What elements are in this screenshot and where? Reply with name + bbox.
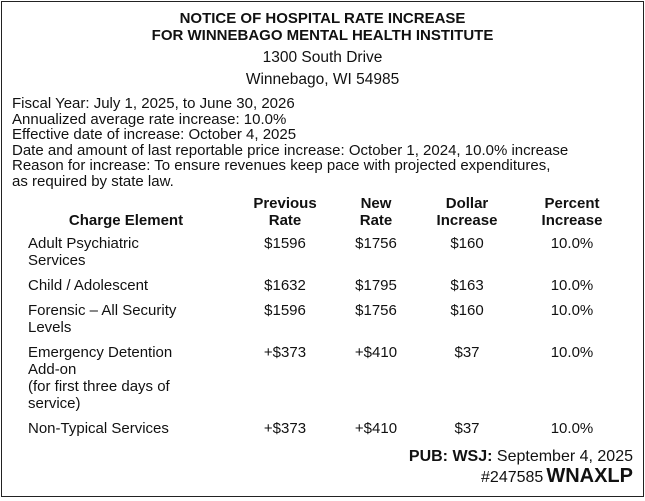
table-row xyxy=(12,344,632,420)
legal-notice xyxy=(1,1,644,497)
ad-code: WNAXLP xyxy=(546,465,633,487)
fiscal-year: Fiscal Year: July 1, 2025, to June 30, 2026 xyxy=(12,95,295,112)
annualized-rate: Annualized average rate increase: 10.0% xyxy=(12,110,287,128)
table-row xyxy=(12,420,632,445)
charge-element-line: Non-Typical Services xyxy=(28,420,169,437)
new-rate-cell: +$410 xyxy=(354,420,398,437)
previous-rate-cell: +$373 xyxy=(263,420,307,437)
reason-line-1: Reason for increase: To ensure revenues keep pace with projected expenditures, xyxy=(12,157,551,174)
header-dollar-increase: Dollar Increase xyxy=(436,195,498,229)
previous-rate-cell: $1596 xyxy=(264,302,306,319)
previous-rate-cell: $1596 xyxy=(264,235,306,252)
rate-table xyxy=(12,195,632,445)
notice-title-line-2: FOR WINNEBAGO MENTAL HEALTH INSTITUTE xyxy=(151,27,494,44)
table-row xyxy=(12,302,632,344)
header-charge-element: Charge Element xyxy=(68,212,184,229)
ad-number: #247585 xyxy=(481,469,544,486)
header-previous-rate: Previous Rate xyxy=(253,195,317,229)
charge-element-line: Adult Psychiatric xyxy=(28,235,139,252)
header-new-rate: New Rate xyxy=(359,195,393,229)
pub-label: PUB: WSJ: xyxy=(408,448,493,465)
new-rate-cell: +$410 xyxy=(354,344,398,361)
dollar-increase-cell: $160 xyxy=(450,235,484,252)
percent-increase-cell: 10.0% xyxy=(550,235,594,252)
pub-date: September 4, 2025 xyxy=(496,448,633,465)
dollar-increase-cell: $163 xyxy=(450,277,484,294)
charge-element-line: Add-on xyxy=(28,361,77,378)
percent-increase-cell: 10.0% xyxy=(550,277,594,294)
charge-element-line: (for first three days of xyxy=(28,378,170,395)
last-increase: Date and amount of last reportable price increase: October 1, 2024, 10.0% increase xyxy=(12,141,569,159)
new-rate-cell: $1795 xyxy=(355,277,397,294)
address-city: Winnebago, WI 54985 xyxy=(245,71,400,88)
effective-date: Effective date of increase: October 4, 2025 xyxy=(12,126,297,143)
header-percent-increase: Percent Increase xyxy=(541,195,603,229)
charge-element-line: service) xyxy=(28,395,81,412)
charge-element-cell xyxy=(12,344,240,420)
charge-element-line: Services xyxy=(28,252,86,269)
table-row xyxy=(12,235,632,277)
charge-element-line: Emergency Detention xyxy=(28,344,173,361)
dollar-increase-cell: $160 xyxy=(450,302,484,319)
new-rate-cell: $1756 xyxy=(355,302,397,319)
new-rate-cell: $1756 xyxy=(355,235,397,252)
previous-rate-cell: $1632 xyxy=(264,277,306,294)
table-header-row xyxy=(12,195,632,235)
dollar-increase-cell: $37 xyxy=(454,420,480,437)
notice-title-line-1: NOTICE OF HOSPITAL RATE INCREASE xyxy=(179,10,466,27)
table-row xyxy=(12,277,632,302)
charge-element-cell xyxy=(12,277,240,302)
charge-element-line: Forensic – All Security xyxy=(28,302,177,319)
charge-element-line: Levels xyxy=(28,319,72,336)
dollar-increase-cell: $37 xyxy=(454,344,480,361)
charge-element-cell xyxy=(12,235,240,277)
charge-element-cell xyxy=(12,302,240,344)
reason-line-2: as required by state law. xyxy=(12,172,174,190)
charge-element-line: Child / Adolescent xyxy=(28,277,149,294)
percent-increase-cell: 10.0% xyxy=(550,302,594,319)
notice-details xyxy=(12,96,633,189)
ad-id-line xyxy=(481,466,633,488)
previous-rate-cell: +$373 xyxy=(263,344,307,361)
percent-increase-cell: 10.0% xyxy=(550,344,594,361)
percent-increase-cell: 10.0% xyxy=(550,420,594,437)
charge-element-cell xyxy=(12,420,240,445)
address-street: 1300 South Drive xyxy=(262,49,383,66)
publication-line xyxy=(409,448,633,466)
